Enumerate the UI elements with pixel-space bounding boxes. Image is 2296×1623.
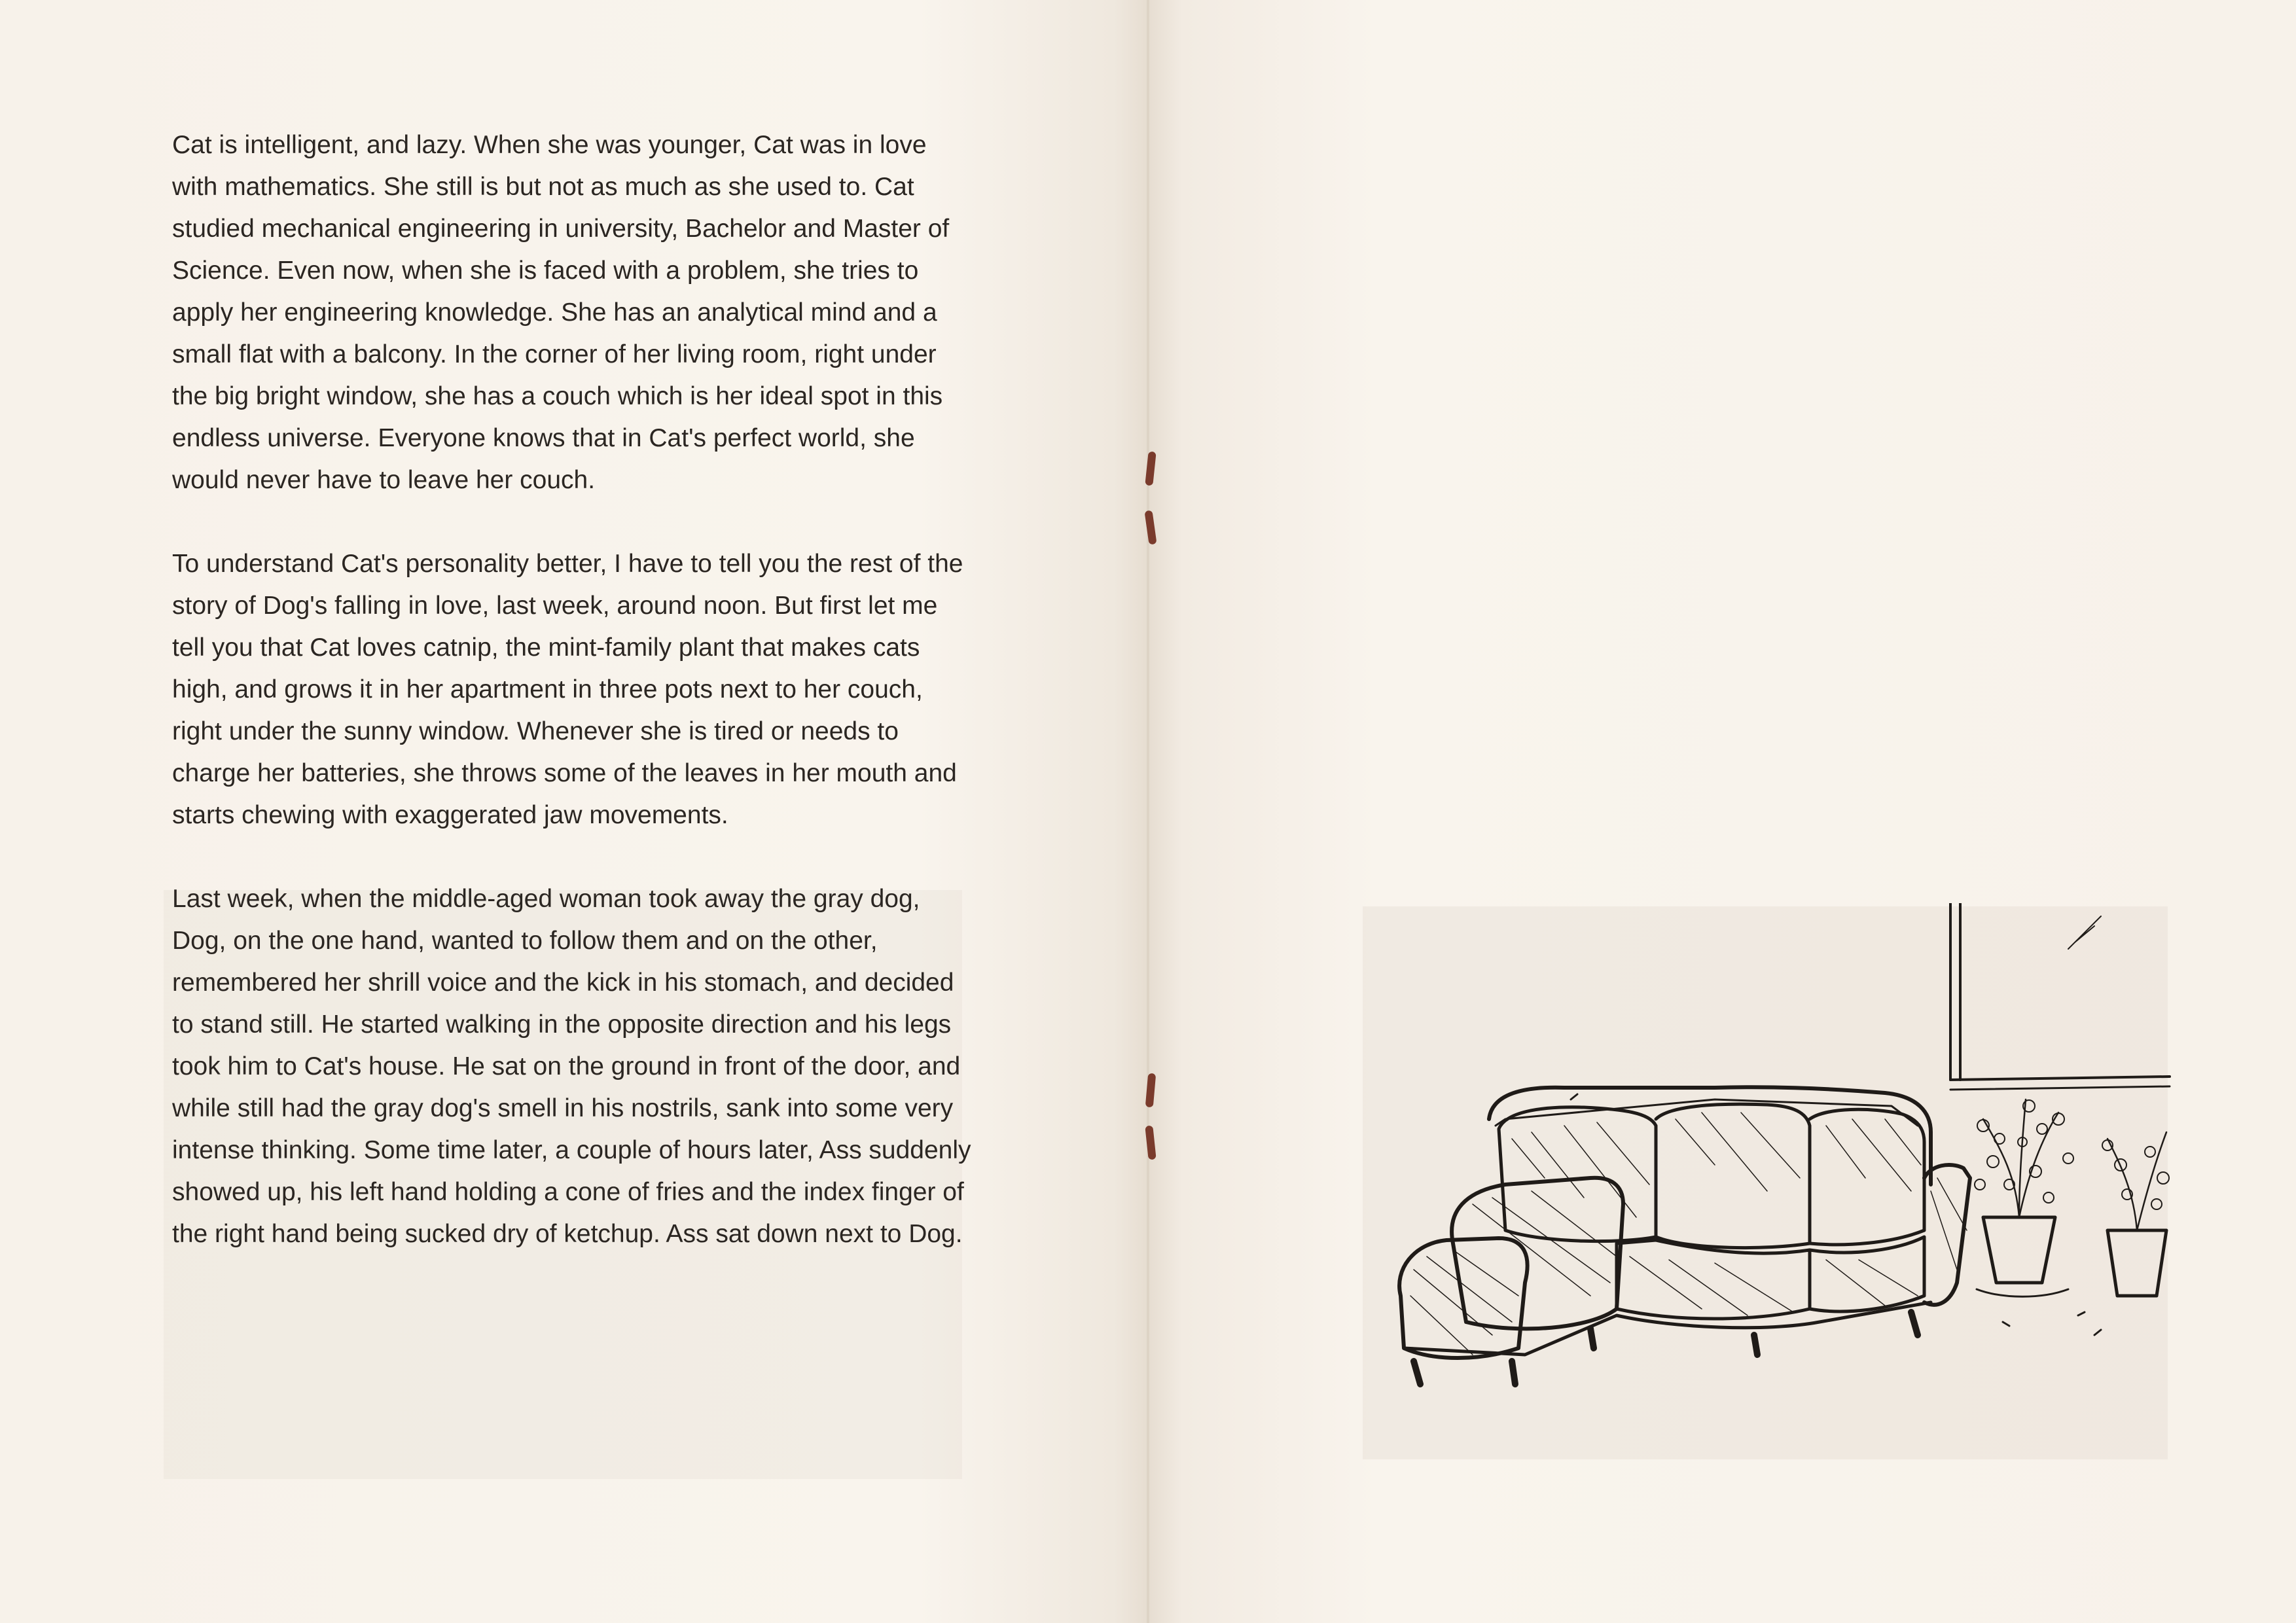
couch-illustration xyxy=(1374,903,2173,1427)
paragraph: To understand Cat's personality better, I have to tell you the rest of the story of Dog's falling in love, last week, around noon. But first let me tell you that Cat loves catnip, the mint-family plant that makes cats high, and grows it in her apartment in three pots next to her couch, right under the sunny window. Whenever she is tired or needs to charge her batteries, she throws some of the leaves in her mouth and starts chewing with exaggerated jaw movements. xyxy=(172,550,963,829)
book-gutter xyxy=(1147,0,1149,1623)
body-text xyxy=(172,124,977,1297)
paragraph: Last week, when the middle-aged woman took away the gray dog, Dog, on the one hand, wanted to follow them and on the other, remembered her shrill voice and the kick in his stomach, and decided to stand still. He started walking in the opposite direction and his legs took him to Cat's house. He sat on the ground in front of the door, and while still had the gray dog's smell in his nostrils, sank into some very intense thinking. Some time later, a couple of hours later, Ass suddenly showed up, his left hand holding a cone of fries and the index finger of the right hand being sucked dry of ketchup. Ass sat down next to Dog. xyxy=(172,885,971,1248)
paragraph: Cat is intelligent, and lazy. When she was younger, Cat was in love with mathematics. She still is but not as much as she used to. Cat studied mechanical engineering in university, Bachelor and Master of Science. Even now, when she is faced with a problem, she tries to apply her engineering knowledge. She has an analytical mind and a small flat with a balcony. In the corner of her living room, right under the big bright window, she has a couch which is her ideal spot in this endless universe. Everyone knows that in Cat's perfect world, she would never have to leave her couch. xyxy=(172,131,950,494)
